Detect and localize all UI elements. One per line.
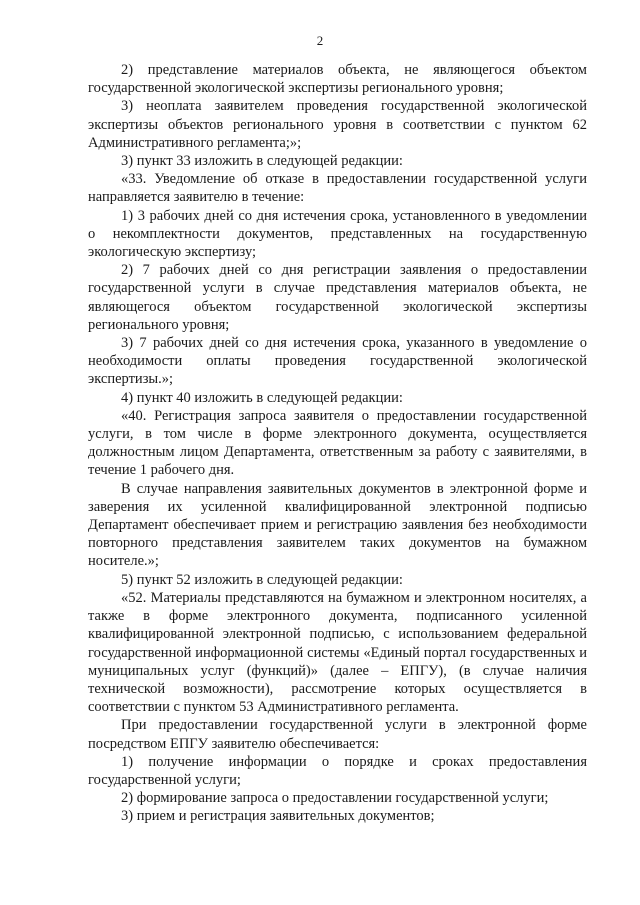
paragraph: В случае направления заявительных документов в электронной форме и заверения их усиленной квалифицированной электронной подписью Департамент обеспечивает прием и регистрацию заявления без необходимости повторного представления заявителем таких документов на бумажном носителе.»; [88,480,587,570]
paragraph: 1) 3 рабочих дней со дня истечения срока, установленного в уведомлении о некомплектности документов, представленных на государственную экологическую экспертизу; [88,207,587,261]
paragraph: 1) получение информации о порядке и сроках предоставления государственной услуги; [88,753,587,788]
page-number: 2 [316,33,324,48]
paragraph: 2) 7 рабочих дней со дня регистрации заявления о предоставлении государственной услуги в случае представления материалов объекта, не являющегося объектом государственной экологической экспертизы регионального уровня; [88,262,587,333]
paragraph: 3) пункт 33 изложить в следующей редакции: [121,153,403,170]
paragraph: 3) неоплата заявителем проведения государственной экологической экспертизы объектов регионального уровня в соответствии с пунктом 62 Административного регламента;»; [88,98,587,151]
paragraph: 2) представление материалов объекта, не являющегося объектом государственной экологической экспертизы регионального уровня; [88,62,587,97]
paragraph: 2) формирование запроса о предоставлении государственной услуги; [121,790,549,807]
document-body [88,61,587,826]
paragraph: 3) прием и регистрация заявительных документов; [121,808,435,825]
paragraph: «40. Регистрация запроса заявителя о предоставлении государственной услуги, в том числе в форме электронного документа, осуществляется должностным лицом Департамента, ответственным за работу с заявителями, в течение 1 рабочего дня. [88,407,587,479]
paragraph: 4) пункт 40 изложить в следующей редакции: [121,389,403,406]
paragraph: При предоставлении государственной услуги в электронной форме посредством ЕПГУ заявителю обеспечивается: [88,717,587,752]
paragraph: «52. Материалы представляются на бумажном и электронном носителях, а также в форме электронного документа, подписанного усиленной квалифицированной электронной подписью, с использованием федеральной государственной информационной системы «Единый портал государственных и муниципальных услуг (функций)» (далее – ЕПГУ), (в случае наличия технической возможности), рассмотрение которых осуществляется в соответствии с пунктом 53 Административного регламента. [88,589,587,716]
paragraph: «33. Уведомление об отказе в предоставлении государственной услуги направляется заявителю в течение: [88,171,587,206]
paragraph: 5) пункт 52 изложить в следующей редакции: [121,571,403,588]
paragraph: 3) 7 рабочих дней со дня истечения срока, указанного в уведомление о необходимости оплаты проведения государственной экологической экспертизы.»; [88,335,587,388]
